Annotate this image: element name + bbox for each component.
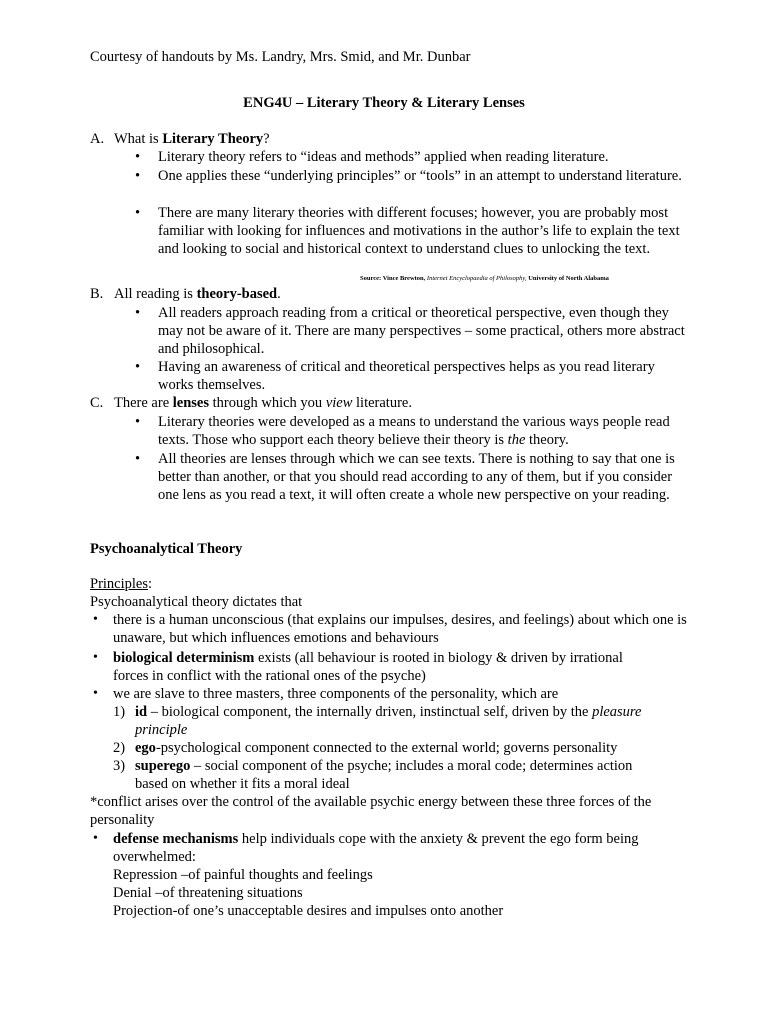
psycho-bullet-3: we are slave to three masters, three components of the personality, which are xyxy=(113,686,559,702)
mechanism-denial: Denial –of threatening situations xyxy=(113,885,303,901)
page-title: ENG4U – Literary Theory & Literary Lenses xyxy=(243,95,525,111)
source-citation: Source: Vince Brewton, Internet Encyclopaedia of Philosophy, University of North Alabama xyxy=(360,275,609,282)
psycho-bullet-4: defense mechanisms help individuals cope with the anxiety & prevent the ego form being overwhelmed: xyxy=(113,831,639,865)
item-number: 1) xyxy=(113,704,126,720)
bullet-icon: • xyxy=(135,414,141,430)
bullet-icon: • xyxy=(93,612,98,627)
item-id: id – biological component, the internally driven, instinctual self, driven by the pleasure principle xyxy=(135,704,642,738)
bullet-icon: • xyxy=(135,149,141,165)
mechanism-repression: Repression –of painful thoughts and feelings xyxy=(113,867,373,883)
conflict-note: *conflict arises over the control of the available psychic energy between these three forces of the personality xyxy=(90,794,652,828)
section-b-bullet-1: All readers approach reading from a critical or theoretical perspective, even though they may not be aware of it. There are many perspectives – some practical, others more abstract and philosophical. xyxy=(158,305,685,357)
psycho-bullet-1: there is a human unconscious (that explains our impulses, desires, and feelings) about which one is unaware, but which influences emotions and behaviours xyxy=(113,612,687,646)
section-c-letter: C. xyxy=(90,395,104,411)
section-b-letter: B. xyxy=(90,286,104,302)
item-superego: superego – social component of the psyche; includes a moral code; determines action based on whether it fits a moral ideal xyxy=(135,758,633,792)
section-a-bullet-3: There are many literary theories with different focuses; however, you are probably most familiar with looking for influences and motivations in the author’s life to explain the text and looking to social and historical context to understand clues to unlocking the text. xyxy=(158,205,680,257)
item-ego: ego-psychological component connected to the external world; governs personality xyxy=(135,740,618,756)
section-b-heading: All reading is theory-based. xyxy=(114,286,281,302)
psycho-intro: Psychoanalytical theory dictates that xyxy=(90,594,303,610)
psycho-heading: Psychoanalytical Theory xyxy=(90,541,243,557)
section-b-bullet-2: Having an awareness of critical and theoretical perspectives helps as you read literary works themselves. xyxy=(158,359,655,393)
courtesy-line: Courtesy of handouts by Ms. Landry, Mrs. Smid, and Mr. Dunbar xyxy=(90,49,471,65)
bullet-icon: • xyxy=(93,686,98,701)
section-c-heading: There are lenses through which you view literature. xyxy=(114,395,412,411)
bullet-icon: • xyxy=(135,451,141,467)
psycho-bullet-2: biological determinism exists (all behaviour is rooted in biology & driven by irrational forces in conflict with the rational ones of the psyche) xyxy=(113,650,623,684)
mechanism-projection: Projection-of one’s unacceptable desires and impulses onto another xyxy=(113,903,504,919)
section-a-letter: A. xyxy=(90,131,105,147)
section-a-bullet-2: One applies these “underlying principles” or “tools” in an attempt to understand literature. xyxy=(158,168,682,184)
item-number: 2) xyxy=(113,740,126,756)
bullet-icon: • xyxy=(93,650,98,665)
bullet-icon: • xyxy=(135,205,141,221)
item-number: 3) xyxy=(113,758,126,774)
bullet-icon: • xyxy=(135,305,141,321)
section-a-bullet-1: Literary theory refers to “ideas and methods” applied when reading literature. xyxy=(158,149,609,165)
bullet-icon: • xyxy=(135,168,141,184)
bullet-icon: • xyxy=(135,359,141,375)
bullet-icon: • xyxy=(93,831,98,846)
section-c-bullet-2: All theories are lenses through which we can see texts. There is nothing to say that one is better than another, or that you should read according to any of them, but if you consider one lens as you read a text, it will often create a whole new perspective on your reading. xyxy=(158,451,675,503)
principles-label: Principles: xyxy=(90,576,153,592)
section-c-bullet-1: Literary theories were developed as a means to understand the various ways people read texts. Those who support each theory believe their theory is the theory. xyxy=(158,414,670,448)
section-a-heading: What is Literary Theory? xyxy=(114,131,270,147)
